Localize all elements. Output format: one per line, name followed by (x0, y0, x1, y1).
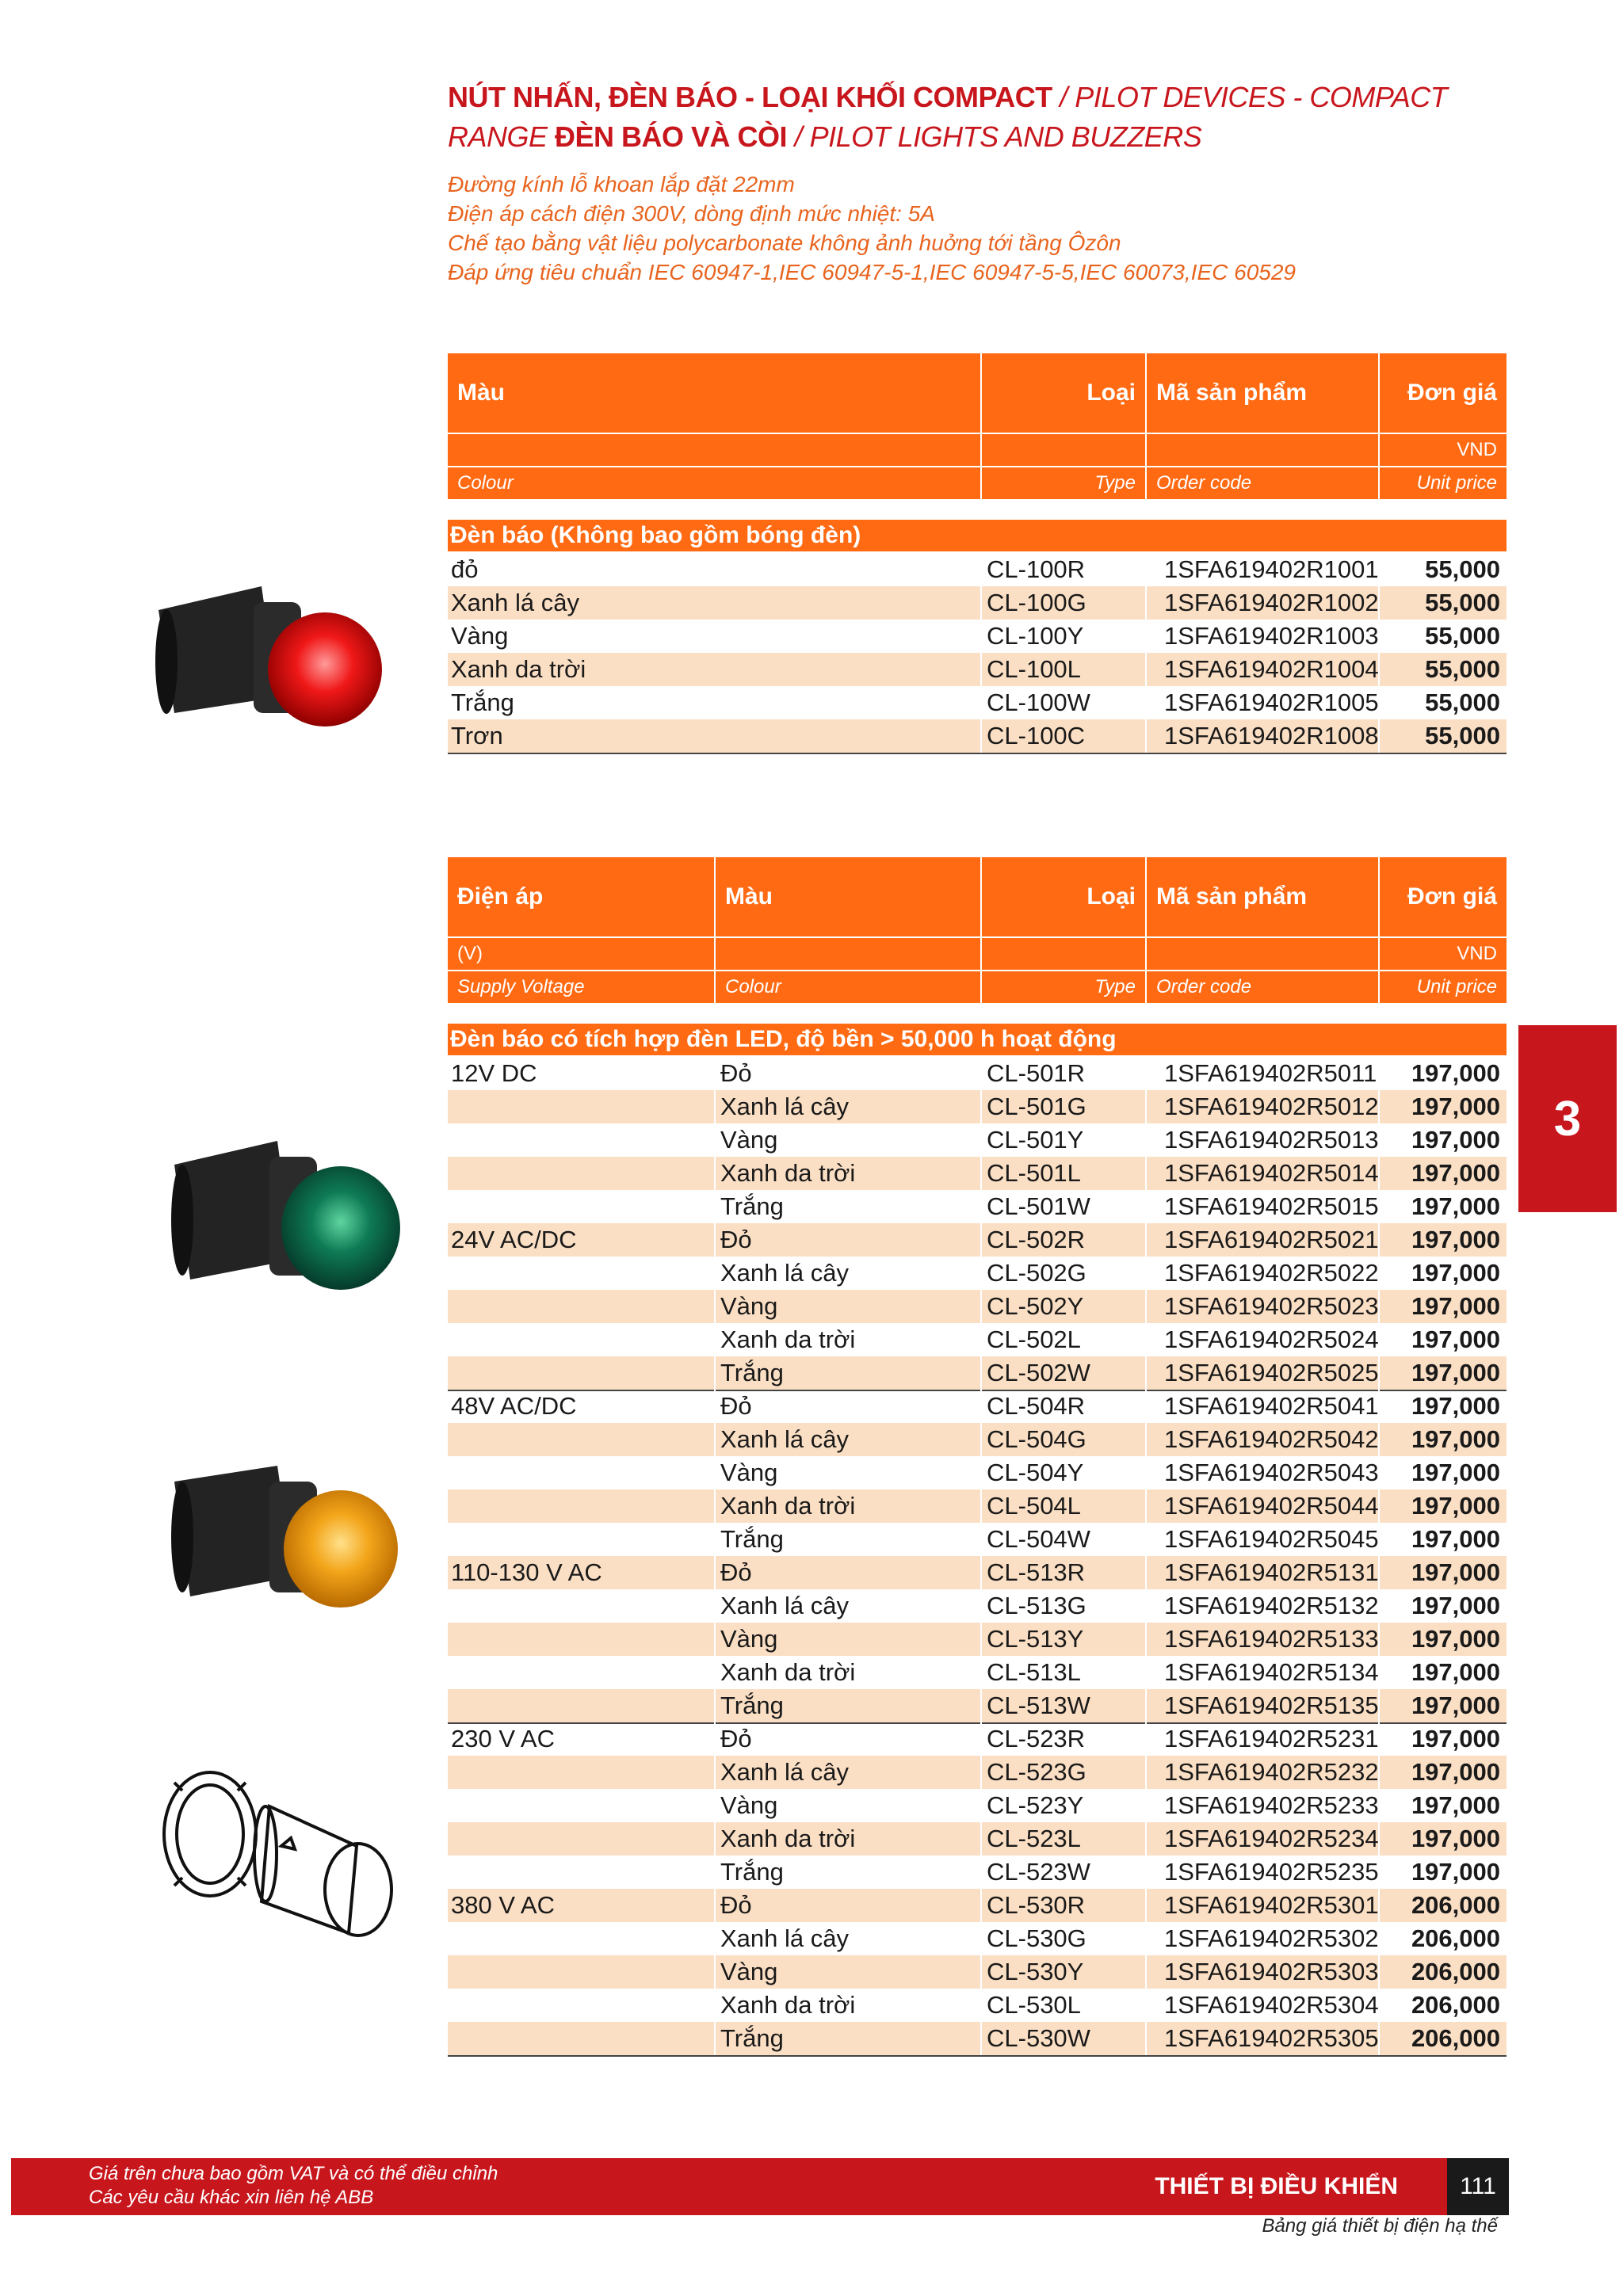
table-row (448, 1290, 1507, 1323)
order-code-cell: 1SFA619402R5304 (1164, 1991, 1379, 2019)
chapter-tab: 3 (1518, 1025, 1617, 1212)
page-title (448, 78, 1510, 157)
order-code-cell: 1SFA619402R5302 (1164, 1924, 1379, 1952)
colour-cell: Vàng (720, 1292, 778, 1320)
colour-cell: Xanh lá cây (451, 589, 579, 616)
header-order-code: Mã sản phẩm (1147, 857, 1378, 936)
table-row (448, 1223, 1507, 1257)
price-cell: 197,000 (1411, 1825, 1500, 1852)
colour-cell: đỏ (451, 555, 479, 583)
type-cell: CL-100C (987, 722, 1086, 749)
footer-section-name: THIẾT BỊ ĐIỀU KHIỂN (1155, 2173, 1398, 2199)
footer-note-line: Giá trên chưa bao gồm VAT và có thể điều chỉnh (89, 2163, 498, 2184)
table-row (448, 1423, 1507, 1456)
order-code-cell: 1SFA619402R1004 (1164, 655, 1379, 683)
table-row (448, 719, 1507, 753)
price-cell: 197,000 (1411, 1093, 1500, 1120)
colour-cell: Đỏ (720, 1725, 752, 1753)
colour-cell: Vàng (720, 1625, 778, 1653)
colour-cell: Vàng (720, 1958, 778, 1985)
table-row (448, 1855, 1507, 1889)
price-cell: 197,000 (1411, 1558, 1500, 1586)
table-row (448, 620, 1507, 653)
header-colour-en: Colour (716, 971, 980, 1003)
price-cell: 197,000 (1411, 1691, 1500, 1719)
type-cell: CL-100Y (987, 622, 1084, 650)
colour-cell: Trắng (451, 688, 514, 716)
type-cell: CL-513W (987, 1691, 1090, 1719)
table-row (448, 1090, 1507, 1123)
price-cell: 197,000 (1411, 1858, 1500, 1886)
order-code-cell: 1SFA619402R1005 (1164, 688, 1379, 716)
order-code-cell: 1SFA619402R5231 (1164, 1725, 1379, 1753)
header-voltage-unit: (V) (448, 938, 714, 970)
title-vi-2: ĐÈN BÁO VÀ CÒI (555, 120, 788, 153)
colour-cell: Xanh da trời (720, 1825, 856, 1852)
price-cell: 197,000 (1411, 1525, 1500, 1553)
header-price: Đơn giá (1380, 353, 1507, 433)
order-code-cell: 1SFA619402R5024 (1164, 1325, 1379, 1353)
order-code-cell: 1SFA619402R5305 (1164, 2024, 1379, 2052)
table-row (448, 1323, 1507, 1356)
header-price-en: Unit price (1380, 971, 1507, 1003)
type-cell: CL-513Y (987, 1625, 1084, 1653)
type-cell: CL-502Y (987, 1292, 1084, 1320)
table-row (448, 1955, 1507, 1989)
price-cell: 206,000 (1411, 1924, 1500, 1952)
colour-cell: Vàng (720, 1126, 778, 1154)
spec-line: Đường kính lỗ khoan lắp đặt 22mm (448, 172, 795, 196)
order-code-cell: 1SFA619402R5232 (1164, 1758, 1379, 1786)
order-code-cell: 1SFA619402R5131 (1164, 1558, 1379, 1586)
colour-cell: Vàng (720, 1791, 778, 1819)
type-cell: CL-513R (987, 1558, 1086, 1586)
footer-note (89, 2162, 498, 2210)
colour-cell: Xanh da trời (720, 1492, 856, 1520)
order-code-cell: 1SFA619402R5014 (1164, 1159, 1379, 1187)
spec-line: Điện áp cách điện 300V, dòng định mức nhiệt: 5A (448, 201, 935, 226)
colour-cell: Xanh lá cây (720, 1592, 849, 1619)
colour-cell: Xanh da trời (720, 1991, 856, 2019)
colour-cell: Đỏ (720, 1392, 752, 1420)
order-code-cell: 1SFA619402R5013 (1164, 1126, 1379, 1154)
price-cell: 197,000 (1411, 1059, 1500, 1087)
table-row (448, 1489, 1507, 1523)
table-row (448, 1356, 1507, 1390)
voltage-cell: 12V DC (451, 1059, 537, 1087)
type-cell: CL-523W (987, 1858, 1090, 1886)
table-row (448, 1523, 1507, 1556)
type-cell: CL-504L (987, 1492, 1081, 1520)
spec-line: Chế tạo bằng vật liệu polycarbonate không ảnh huởng tới tầng Ôzôn (448, 231, 1121, 255)
header-type-en: Type (982, 467, 1145, 499)
price-cell: 197,000 (1411, 1159, 1500, 1187)
type-cell: CL-523G (987, 1758, 1086, 1786)
table-row (448, 1623, 1507, 1656)
colour-cell: Trắng (720, 1192, 784, 1220)
colour-cell: Xanh da trời (720, 1325, 856, 1353)
colour-cell: Xanh da trời (720, 1658, 856, 1686)
colour-cell: Xanh da trời (720, 1159, 856, 1187)
type-cell: CL-523R (987, 1725, 1086, 1753)
colour-cell: Trắng (720, 2024, 784, 2052)
table-row (448, 1456, 1507, 1489)
colour-cell: Xanh lá cây (720, 1425, 849, 1453)
price-cell: 206,000 (1411, 1891, 1500, 1919)
type-cell: CL-100L (987, 655, 1081, 683)
type-cell: CL-513L (987, 1658, 1081, 1686)
type-cell: CL-504G (987, 1425, 1086, 1453)
order-code-cell: 1SFA619402R5303 (1164, 1958, 1379, 1985)
type-cell: CL-504R (987, 1392, 1086, 1420)
header-order-code-en: Order code (1147, 971, 1378, 1003)
colour-cell: Trắng (720, 1691, 784, 1719)
table-row (448, 653, 1507, 686)
order-code-cell: 1SFA619402R5233 (1164, 1791, 1379, 1819)
colour-cell: Xanh da trời (451, 655, 586, 683)
price-cell: 197,000 (1411, 1425, 1500, 1453)
colour-cell: Đỏ (720, 1558, 752, 1586)
order-code-cell: 1SFA619402R5042 (1164, 1425, 1379, 1453)
colour-cell: Đỏ (720, 1059, 752, 1087)
type-cell: CL-504Y (987, 1459, 1084, 1486)
pilot-light-drawing-image (151, 1759, 412, 1957)
type-cell: CL-523Y (987, 1791, 1084, 1819)
header-colour-en: Colour (448, 467, 980, 499)
table-row (448, 1922, 1507, 1955)
order-code-cell: 1SFA619402R5133 (1164, 1625, 1379, 1653)
header-order-code-en: Order code (1147, 467, 1378, 499)
type-cell: CL-530Y (987, 1958, 1084, 1985)
order-code-cell: 1SFA619402R1003 (1164, 622, 1379, 650)
table-row (448, 1390, 1507, 1423)
header-colour: Màu (716, 857, 980, 936)
voltage-cell: 48V AC/DC (451, 1392, 577, 1420)
order-code-cell: 1SFA619402R5041 (1164, 1392, 1379, 1420)
type-cell: CL-513G (987, 1592, 1086, 1619)
order-code-cell: 1SFA619402R5134 (1164, 1658, 1379, 1686)
order-code-cell: 1SFA619402R5235 (1164, 1858, 1379, 1886)
led-pilot-light-table (448, 857, 1507, 2052)
table-row (448, 1257, 1507, 1290)
footer-bar (11, 2158, 1509, 2215)
price-cell: 197,000 (1411, 1259, 1500, 1287)
price-cell: 197,000 (1411, 1325, 1500, 1353)
header-colour: Màu (448, 353, 980, 433)
price-cell: 206,000 (1411, 1991, 1500, 2019)
table-row (448, 1689, 1507, 1722)
header-type: Loại (982, 857, 1145, 936)
price-cell: 197,000 (1411, 1292, 1500, 1320)
type-cell: CL-504W (987, 1525, 1090, 1553)
type-cell: CL-501Y (987, 1126, 1084, 1154)
price-cell: 55,000 (1425, 655, 1500, 683)
colour-cell: Trơn (451, 722, 503, 749)
type-cell: CL-502R (987, 1226, 1086, 1253)
price-cell: 197,000 (1411, 1625, 1500, 1653)
red-pilot-light-image (143, 555, 396, 745)
page-number: 111 (1447, 2158, 1509, 2215)
colour-cell: Xanh lá cây (720, 1093, 849, 1120)
table-row (448, 2022, 1507, 2055)
type-cell: CL-530R (987, 1891, 1086, 1919)
table-row (448, 1789, 1507, 1822)
colour-cell: Xanh lá cây (720, 1758, 849, 1786)
type-cell: CL-502W (987, 1359, 1090, 1386)
price-cell: 197,000 (1411, 1392, 1500, 1420)
type-cell: CL-501R (987, 1059, 1086, 1087)
type-cell: CL-530L (987, 1991, 1081, 2019)
price-cell: 197,000 (1411, 1192, 1500, 1220)
order-code-cell: 1SFA619402R1008 (1164, 722, 1379, 749)
amber-pilot-light-image (158, 1442, 412, 1640)
price-cell: 197,000 (1411, 1126, 1500, 1154)
type-cell: CL-530W (987, 2024, 1090, 2052)
order-code-cell: 1SFA619402R1001 (1164, 555, 1379, 583)
header-voltage: Điện áp (448, 857, 714, 936)
table-row (448, 1822, 1507, 1855)
spec-line: Đáp ứng tiêu chuẩn IEC 60947-1,IEC 60947-5-1,IEC 60947-5-5,IEC 60073,IEC 60529 (448, 260, 1296, 284)
header-voltage-en: Supply Voltage (448, 971, 714, 1003)
type-cell: CL-502G (987, 1259, 1086, 1287)
group-divider (448, 2055, 1507, 2057)
type-cell: CL-501L (987, 1159, 1081, 1187)
order-code-cell: 1SFA619402R5021 (1164, 1226, 1379, 1253)
title-en-2: / PILOT LIGHTS AND BUZZERS (787, 120, 1202, 153)
colour-cell: Trắng (720, 1858, 784, 1886)
header-type-en: Type (982, 971, 1145, 1003)
price-cell: 197,000 (1411, 1359, 1500, 1386)
colour-cell: Đỏ (720, 1891, 752, 1919)
section-title: Đèn báo có tích hợp đèn LED, độ bền > 50,000 h hoạt động (448, 1024, 1507, 1055)
price-cell: 197,000 (1411, 1725, 1500, 1753)
type-cell: CL-530G (987, 1924, 1086, 1952)
header-price: Đơn giá (1380, 857, 1507, 936)
spec-list (448, 170, 1510, 287)
colour-cell: Đỏ (720, 1226, 752, 1253)
order-code-cell: 1SFA619402R5135 (1164, 1691, 1379, 1719)
table-row (448, 553, 1507, 586)
type-cell: CL-100W (987, 688, 1090, 716)
header-order-code: Mã sản phẩm (1147, 353, 1378, 433)
order-code-cell: 1SFA619402R5025 (1164, 1359, 1379, 1386)
type-cell: CL-100G (987, 589, 1086, 616)
price-cell: 55,000 (1425, 722, 1500, 749)
price-cell: 55,000 (1425, 589, 1500, 616)
order-code-cell: 1SFA619402R5023 (1164, 1292, 1379, 1320)
colour-cell: Xanh lá cây (720, 1259, 849, 1287)
type-cell: CL-523L (987, 1825, 1081, 1852)
order-code-cell: 1SFA619402R5012 (1164, 1093, 1379, 1120)
pilot-light-table (448, 353, 1507, 749)
price-cell: 197,000 (1411, 1658, 1500, 1686)
order-code-cell: 1SFA619402R5045 (1164, 1525, 1379, 1553)
table-row (448, 1057, 1507, 1090)
table-row (448, 1556, 1507, 1589)
price-cell: 197,000 (1411, 1758, 1500, 1786)
order-code-cell: 1SFA619402R5043 (1164, 1459, 1379, 1486)
green-pilot-light-image (158, 1109, 412, 1315)
voltage-cell: 230 V AC (451, 1725, 555, 1753)
price-cell: 55,000 (1425, 622, 1500, 650)
voltage-cell: 24V AC/DC (451, 1226, 577, 1253)
price-cell: 197,000 (1411, 1492, 1500, 1520)
colour-cell: Vàng (451, 622, 509, 650)
table-row (448, 586, 1507, 620)
table-row (448, 686, 1507, 719)
order-code-cell: 1SFA619402R5011 (1164, 1059, 1377, 1087)
footer-subtitle: Bảng giá thiết bị điện hạ thế (1262, 2215, 1498, 2237)
table-row (448, 1722, 1507, 1756)
type-cell: CL-100R (987, 555, 1086, 583)
order-code-cell: 1SFA619402R5022 (1164, 1259, 1379, 1287)
type-cell: CL-501W (987, 1192, 1090, 1220)
header-price-unit: VND (1380, 434, 1507, 466)
section-title: Đèn báo (Không bao gồm bóng đèn) (448, 520, 1507, 551)
voltage-cell: 110-130 V AC (451, 1558, 602, 1586)
title-vi-1: NÚT NHẤN, ĐÈN BÁO - LOẠI KHỐI COMPACT (448, 81, 1052, 113)
type-cell: CL-501G (987, 1093, 1086, 1120)
footer-note-line: Các yêu cầu khác xin liên hệ ABB (89, 2187, 374, 2208)
table-row (448, 1157, 1507, 1190)
price-cell: 55,000 (1425, 555, 1500, 583)
price-cell: 197,000 (1411, 1791, 1500, 1819)
table-header (448, 857, 1507, 1024)
order-code-cell: 1SFA619402R5301 (1164, 1891, 1379, 1919)
price-cell: 206,000 (1411, 2024, 1500, 2052)
order-code-cell: 1SFA619402R5132 (1164, 1592, 1379, 1619)
table-row (448, 1989, 1507, 2022)
colour-cell: Trắng (720, 1359, 784, 1386)
header-type: Loại (982, 353, 1145, 433)
table-header (448, 353, 1507, 520)
table-row (448, 1123, 1507, 1157)
order-code-cell: 1SFA619402R5015 (1164, 1192, 1379, 1220)
price-cell: 206,000 (1411, 1958, 1500, 1985)
table-row (448, 1756, 1507, 1789)
table-row (448, 1889, 1507, 1922)
order-code-cell: 1SFA619402R5234 (1164, 1825, 1379, 1852)
table-row (448, 1656, 1507, 1689)
price-cell: 55,000 (1425, 688, 1500, 716)
order-code-cell: 1SFA619402R1002 (1164, 589, 1379, 616)
table-row (448, 1190, 1507, 1223)
table-row (448, 1589, 1507, 1623)
price-cell: 197,000 (1411, 1592, 1500, 1619)
price-cell: 197,000 (1411, 1226, 1500, 1253)
type-cell: CL-502L (987, 1325, 1081, 1353)
order-code-cell: 1SFA619402R5044 (1164, 1492, 1379, 1520)
table-bottom-rule (448, 753, 1507, 754)
voltage-cell: 380 V AC (451, 1891, 555, 1919)
price-cell: 197,000 (1411, 1459, 1500, 1486)
colour-cell: Trắng (720, 1525, 784, 1553)
header-price-unit: VND (1380, 938, 1507, 970)
colour-cell: Xanh lá cây (720, 1924, 849, 1952)
colour-cell: Vàng (720, 1459, 778, 1486)
header-price-en: Unit price (1380, 467, 1507, 499)
title-en-1: / PILOT DEVICES - COMPACT RANGE (448, 81, 1448, 153)
